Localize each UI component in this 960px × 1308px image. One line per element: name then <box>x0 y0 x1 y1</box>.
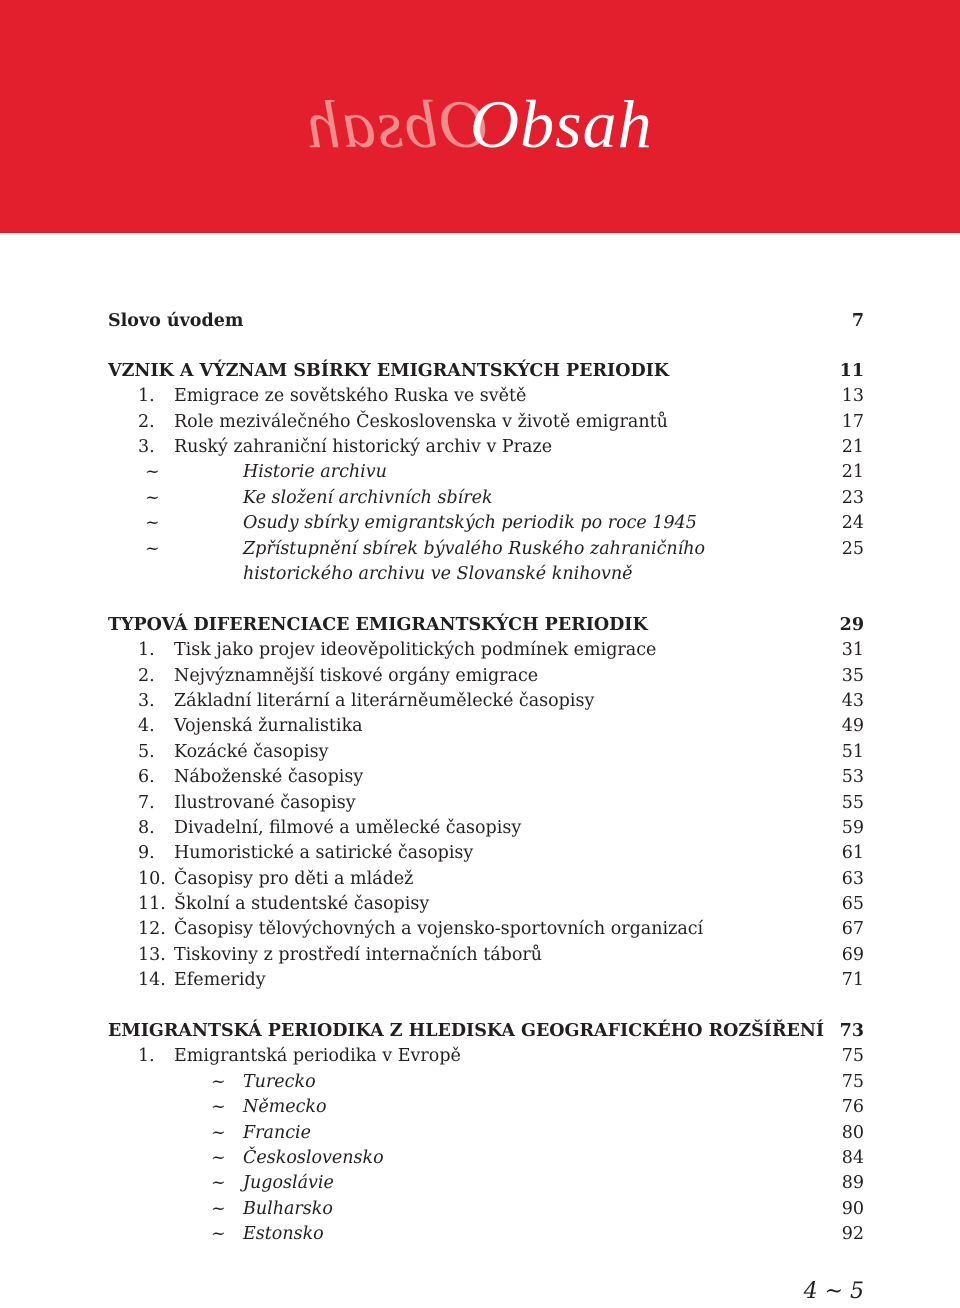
toc-page-number: 71 <box>841 970 864 990</box>
toc-page-number: 11 <box>839 361 864 381</box>
toc-entry[interactable] <box>0 916 960 942</box>
toc-entry-title: Ke složení archivních sbírek <box>243 488 493 508</box>
toc-entry[interactable] <box>0 459 960 485</box>
toc-entry[interactable] <box>0 1145 960 1171</box>
title-mirror-decoration: Obsah <box>306 86 489 162</box>
toc-page-number: 55 <box>841 793 864 813</box>
toc-entry-title: Efemeridy <box>174 970 266 990</box>
toc-entry-number: 14. <box>138 970 166 990</box>
toc-entry-number: 6. <box>138 767 155 787</box>
tilde-marker: ~ <box>211 1097 226 1117</box>
toc-entry[interactable] <box>0 688 960 714</box>
toc-entry-title: Kozácké časopisy <box>174 742 329 762</box>
toc-entry-number: 3. <box>138 437 155 457</box>
toc-entry-number: 3. <box>138 691 155 711</box>
toc-entry-title: Školní a studentské časopisy <box>174 894 430 914</box>
toc-page-number: 53 <box>841 767 864 787</box>
toc-page-number: 13 <box>841 386 864 406</box>
tilde-marker: ~ <box>145 488 160 508</box>
toc-heading-title: TYPOVÁ DIFERENCIACE EMIGRANTSKÝCH PERIODIK <box>108 615 648 635</box>
page-title: Obsah <box>470 86 653 162</box>
toc-entry[interactable] <box>0 561 960 587</box>
toc-page-number: 31 <box>841 640 864 660</box>
page-numbers: 4 ~ 5 <box>803 1279 864 1304</box>
toc-entry[interactable] <box>0 1120 960 1146</box>
toc-entry[interactable] <box>0 1221 960 1247</box>
toc-entry-title: Turecko <box>243 1072 316 1092</box>
toc-page-number: 25 <box>841 539 864 559</box>
tilde-marker: ~ <box>211 1173 226 1193</box>
toc-page-number: 67 <box>841 919 864 939</box>
toc-entry[interactable] <box>0 383 960 409</box>
toc-page-number: 51 <box>841 742 864 762</box>
toc-entry-title-continued: historického archivu ve Slovanské knihovně <box>243 564 633 584</box>
toc-entry-title: Časopisy tělovýchovných a vojensko-sportovních organizací <box>174 919 704 939</box>
toc-entry[interactable] <box>0 815 960 841</box>
toc-page-number: 17 <box>841 412 864 432</box>
toc-entry-title: Nejvýznamnější tiskové orgány emigrace <box>174 666 539 686</box>
tilde-marker: ~ <box>145 462 160 482</box>
toc-entry-title: Vojenská žurnalistika <box>174 716 363 736</box>
toc-entry[interactable] <box>0 739 960 765</box>
toc-entry[interactable] <box>0 663 960 689</box>
toc-entry-title: Francie <box>243 1123 311 1143</box>
toc-entry-title: Divadelní, filmové a umělecké časopisy <box>174 818 522 838</box>
tilde-marker: ~ <box>211 1199 226 1219</box>
toc-entry[interactable] <box>0 1069 960 1095</box>
toc-entry[interactable] <box>0 866 960 892</box>
toc-entry-number: 4. <box>138 716 155 736</box>
toc-entry-number: 2. <box>138 412 155 432</box>
toc-entry-number: 5. <box>138 742 155 762</box>
toc-page-number: 65 <box>841 894 864 914</box>
toc-heading-title: Slovo úvodem <box>108 311 244 331</box>
toc-page-number: 73 <box>839 1021 864 1041</box>
toc-entry-title: Jugoslávie <box>243 1173 334 1193</box>
toc-entry-title: Ilustrované časopisy <box>174 793 356 813</box>
toc-entry[interactable] <box>0 434 960 460</box>
toc-page-number: 35 <box>841 666 864 686</box>
toc-entry-title: Ruský zahraniční historický archiv v Praze <box>174 437 553 457</box>
toc-page-number: 89 <box>841 1173 864 1193</box>
toc-entry[interactable] <box>0 510 960 536</box>
tilde-marker: ~ <box>211 1148 226 1168</box>
toc-entry[interactable] <box>0 409 960 435</box>
toc-entry-title: Humoristické a satirické časopisy <box>174 843 474 863</box>
toc-section-heading[interactable] <box>0 612 960 638</box>
toc-entry-title: Osudy sbírky emigrantských periodik po roce 1945 <box>243 513 697 533</box>
toc-page-number: 84 <box>841 1148 864 1168</box>
toc-entry-title: Estonsko <box>243 1224 324 1244</box>
toc-entry[interactable] <box>0 1170 960 1196</box>
toc-entry-title: Náboženské časopisy <box>174 767 364 787</box>
toc-entry[interactable] <box>0 485 960 511</box>
toc-entry-number: 12. <box>138 919 166 939</box>
toc-page-number: 23 <box>841 488 864 508</box>
toc-page-number: 75 <box>841 1072 864 1092</box>
toc-entry-title: Historie archivu <box>243 462 387 482</box>
toc-heading-title: VZNIK A VÝZNAM SBÍRKY EMIGRANTSKÝCH PERIODIK <box>108 361 670 381</box>
toc-entry[interactable] <box>0 942 960 968</box>
tilde-marker: ~ <box>211 1072 226 1092</box>
toc-page-number: 61 <box>841 843 864 863</box>
toc-entry-title: Emigrace ze sovětského Ruska ve světě <box>174 386 527 406</box>
toc-page-number: 92 <box>841 1224 864 1244</box>
toc-page-number: 69 <box>841 945 864 965</box>
toc-entry[interactable] <box>0 1094 960 1120</box>
toc-entry[interactable] <box>0 891 960 917</box>
toc-entry[interactable] <box>0 764 960 790</box>
toc-entry-number: 11. <box>138 894 166 914</box>
toc-entry-title: Emigrantská periodika v Evropě <box>174 1046 461 1066</box>
toc-page-number: 76 <box>841 1097 864 1117</box>
tilde-marker: ~ <box>145 539 160 559</box>
toc-page-number: 63 <box>841 869 864 889</box>
toc-page-number: 29 <box>839 615 864 635</box>
toc-entry-title: Bulharsko <box>243 1199 333 1219</box>
toc-entry-title: Role meziválečného Československa v životě emigrantů <box>174 412 668 432</box>
header-banner <box>0 0 960 233</box>
toc-page-number: 7 <box>851 311 864 331</box>
toc-page-number: 43 <box>841 691 864 711</box>
toc-section-heading[interactable] <box>0 308 960 334</box>
toc-entry-title: Německo <box>243 1097 327 1117</box>
tilde-marker: ~ <box>211 1123 226 1143</box>
toc-entry-number: 9. <box>138 843 155 863</box>
tilde-marker: ~ <box>211 1224 226 1244</box>
toc-entry-title: Tisk jako projev ideověpolitických podmínek emigrace <box>174 640 657 660</box>
toc-page-number: 21 <box>841 437 864 457</box>
toc-entry-number: 8. <box>138 818 155 838</box>
toc-entry[interactable] <box>0 840 960 866</box>
toc-entry[interactable] <box>0 536 960 562</box>
toc-entry[interactable] <box>0 967 960 993</box>
toc-page-number: 24 <box>841 513 864 533</box>
toc-section-heading[interactable] <box>0 1018 960 1044</box>
toc-entry-number: 1. <box>138 386 155 406</box>
toc-heading-title: EMIGRANTSKÁ PERIODIKA Z HLEDISKA GEOGRAFICKÉHO ROZŠÍŘENÍ <box>108 1021 825 1041</box>
toc-entry[interactable] <box>0 790 960 816</box>
tilde-marker: ~ <box>145 513 160 533</box>
toc-entry-number: 7. <box>138 793 155 813</box>
toc-entry[interactable] <box>0 1043 960 1069</box>
toc-page-number: 90 <box>841 1199 864 1219</box>
toc-entry[interactable] <box>0 637 960 663</box>
toc-section-heading[interactable] <box>0 358 960 384</box>
toc-entry-title: Zpřístupnění sbírek bývalého Ruského zahraničního <box>243 539 706 559</box>
toc-page-number: 49 <box>841 716 864 736</box>
toc-page-number: 59 <box>841 818 864 838</box>
toc-page-number: 21 <box>841 462 864 482</box>
toc-entry-title: Časopisy pro děti a mládež <box>174 869 414 889</box>
toc-entry[interactable] <box>0 713 960 739</box>
toc-entry-number: 1. <box>138 640 155 660</box>
toc-entry-title: Základní literární a literárněumělecké časopisy <box>174 691 595 711</box>
toc-entry-title: Tiskoviny z prostředí internačních táborů <box>174 945 543 965</box>
toc-entry-number: 2. <box>138 666 155 686</box>
toc-entry-title: Československo <box>243 1148 384 1168</box>
toc-page-number: 75 <box>841 1046 864 1066</box>
toc-entry-number: 10. <box>138 869 166 889</box>
toc-page-number: 80 <box>841 1123 864 1143</box>
toc-entry-number: 1. <box>138 1046 155 1066</box>
toc-entry[interactable] <box>0 1196 960 1222</box>
toc-entry-number: 13. <box>138 945 166 965</box>
